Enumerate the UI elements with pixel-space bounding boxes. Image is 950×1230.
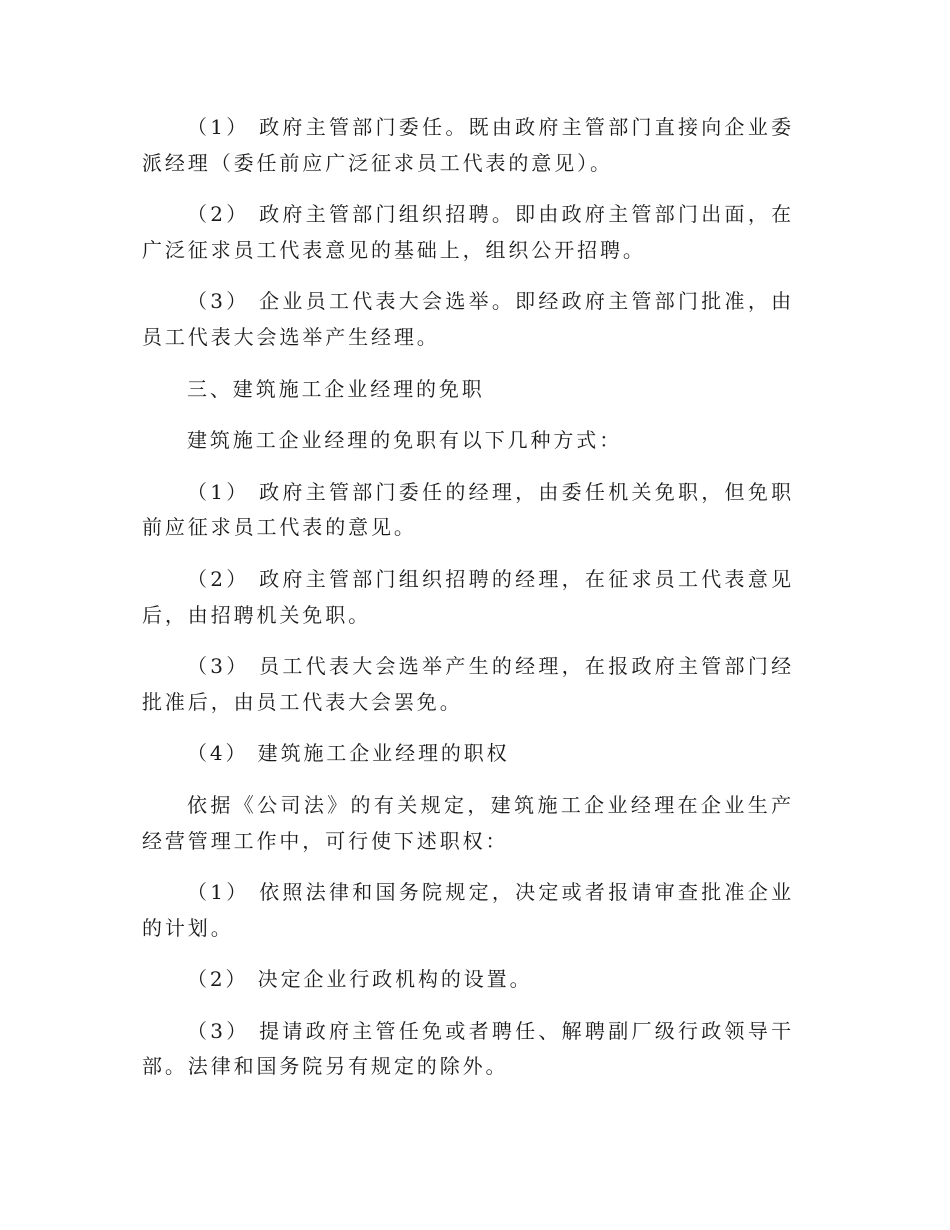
paragraph-10: 依据《公司法》的有关规定，建筑施工企业经理在企业生产经营管理工作中，可行使下述职权： (142, 792, 794, 853)
paragraph-3: （3） 企业员工代表大会选举。即经政府主管部门批准，由员工代表大会选举产生经理。 (142, 289, 794, 349)
paragraph-6: （1） 政府主管部门委任的经理，由委任机关免职，但免职前应征求员工代表的意见。 (142, 479, 794, 540)
paragraph-8: （3） 员工代表大会选举产生的经理，在报政府主管部门经批准后，由员工代表大会罢免。 (142, 654, 794, 714)
paragraph-12: （2） 决定企业行政机构的设置。 (187, 967, 533, 992)
paragraph-7: （2） 政府主管部门组织招聘的经理，在征求员工代表意见后，由招聘机关免职。 (142, 566, 794, 627)
paragraph-13: （3） 提请政府主管任免或者聘任、解聘副厂级行政领导干部。法律和国务院另有规定的除外。 (142, 1018, 794, 1079)
paragraph-11: （1） 依照法律和国务院规定，决定或者报请审查批准企业的计划。 (142, 880, 794, 940)
paragraph-1: （1） 政府主管部门委任。既由政府主管部门直接向企业委派经理（委任前应广泛征求员工代表的意见）。 (142, 115, 794, 175)
paragraph-5: 建筑施工企业经理的免职有以下几种方式： (187, 428, 623, 453)
section-heading: 三、建筑施工企业经理的免职 (187, 376, 485, 401)
paragraph-2: （2） 政府主管部门组织招聘。即由政府主管部门出面，在广泛征求员工代表意见的基础上，组织公开招聘。 (142, 202, 794, 262)
document-body (142, 110, 794, 1101)
paragraph-9: （4） 建筑施工企业经理的职权 (187, 741, 510, 766)
